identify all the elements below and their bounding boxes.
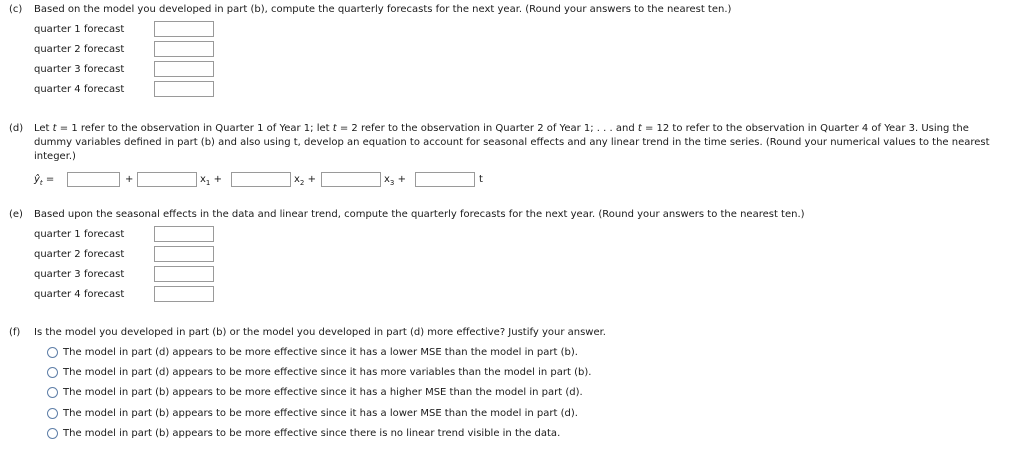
option-5-label[interactable]: The model in part (b) appears to be more effective since there is no linear trend visible in the data. <box>63 428 561 439</box>
t-coefficient-input[interactable] <box>415 172 475 187</box>
part-c-q4-input[interactable] <box>154 81 214 97</box>
option-2-radio[interactable] <box>47 367 58 378</box>
part-e-q4-input[interactable] <box>154 286 214 302</box>
part-e-q4-label: quarter 4 forecast <box>34 289 125 300</box>
x2-coefficient-input[interactable] <box>231 172 291 187</box>
t-term: t <box>479 174 483 185</box>
part-c-q1-input[interactable] <box>154 21 214 37</box>
plus-sign-1: + <box>125 174 134 185</box>
yhat-symbol: $ŷ_t$ = <box>34 174 55 187</box>
option-4-radio[interactable] <box>47 408 58 419</box>
part-c-q3-label: quarter 3 forecast <box>34 64 125 75</box>
option-3-label[interactable]: The model in part (b) appears to be more effective since it has a higher MSE than the model in part (d). <box>63 387 583 398</box>
part-c-q3-input[interactable] <box>154 61 214 77</box>
x3-coefficient-input[interactable] <box>321 172 381 187</box>
part-d-line3: integer.) <box>34 151 76 162</box>
part-e-q1-input[interactable] <box>154 226 214 242</box>
part-e-q2-input[interactable] <box>154 246 214 262</box>
part-c-question: Based on the model you developed in part (b), compute the quarterly forecasts for the next year. (Round your answers to the nearest ten.) <box>34 4 732 15</box>
option-4-label[interactable]: The model in part (b) appears to be more effective since it has a lower MSE than the model in part (d). <box>63 408 578 419</box>
x2-term: $x_2$ + <box>294 174 316 187</box>
option-3-radio[interactable] <box>47 387 58 398</box>
part-e-label: (e) <box>9 209 23 220</box>
intercept-input[interactable] <box>67 172 120 187</box>
part-c-q1-label: quarter 1 forecast <box>34 24 125 35</box>
part-d-label: (d) <box>9 123 24 134</box>
part-c-label: (c) <box>9 4 23 15</box>
part-e-question: Based upon the seasonal effects in the data and linear trend, compute the quarterly forecasts for the next year. (Round your answers to the nearest ten.) <box>34 209 805 220</box>
part-e-q1-label: quarter 1 forecast <box>34 229 125 240</box>
x3-term: $x_3$ + <box>384 174 406 187</box>
option-1-label[interactable]: The model in part (d) appears to be more effective since it has a lower MSE than the model in part (b). <box>63 347 578 358</box>
part-e-q3-label: quarter 3 forecast <box>34 269 125 280</box>
x1-coefficient-input[interactable] <box>137 172 197 187</box>
option-1-radio[interactable] <box>47 347 58 358</box>
part-c-q4-label: quarter 4 forecast <box>34 84 125 95</box>
part-e-q2-label: quarter 2 forecast <box>34 249 125 260</box>
part-d-line2: dummy variables defined in part (b) and also using t, develop an equation to account for seasonal effects and any linear trend in the time series. (Round your numerical values to the nearest <box>34 137 990 148</box>
part-f-question: Is the model you developed in part (b) or the model you developed in part (d) more effective? Justify your answer. <box>34 327 606 338</box>
part-e-q3-input[interactable] <box>154 266 214 282</box>
part-c-q2-input[interactable] <box>154 41 214 57</box>
x1-term: $x_1$ + <box>200 174 222 187</box>
part-d-line1: Let t = 1 refer to the observation in Quarter 1 of Year 1; let t = 2 refer to the observation in Quarter 2 of Year 1; . . . and t = 12 to refer to the observation in Quarter 4 of Year 3. Using the <box>34 123 969 134</box>
option-2-label[interactable]: The model in part (d) appears to be more effective since it has more variables than the model in part (b). <box>63 367 592 378</box>
part-c-q2-label: quarter 2 forecast <box>34 44 125 55</box>
option-5-radio[interactable] <box>47 428 58 439</box>
part-f-label: (f) <box>9 327 21 338</box>
